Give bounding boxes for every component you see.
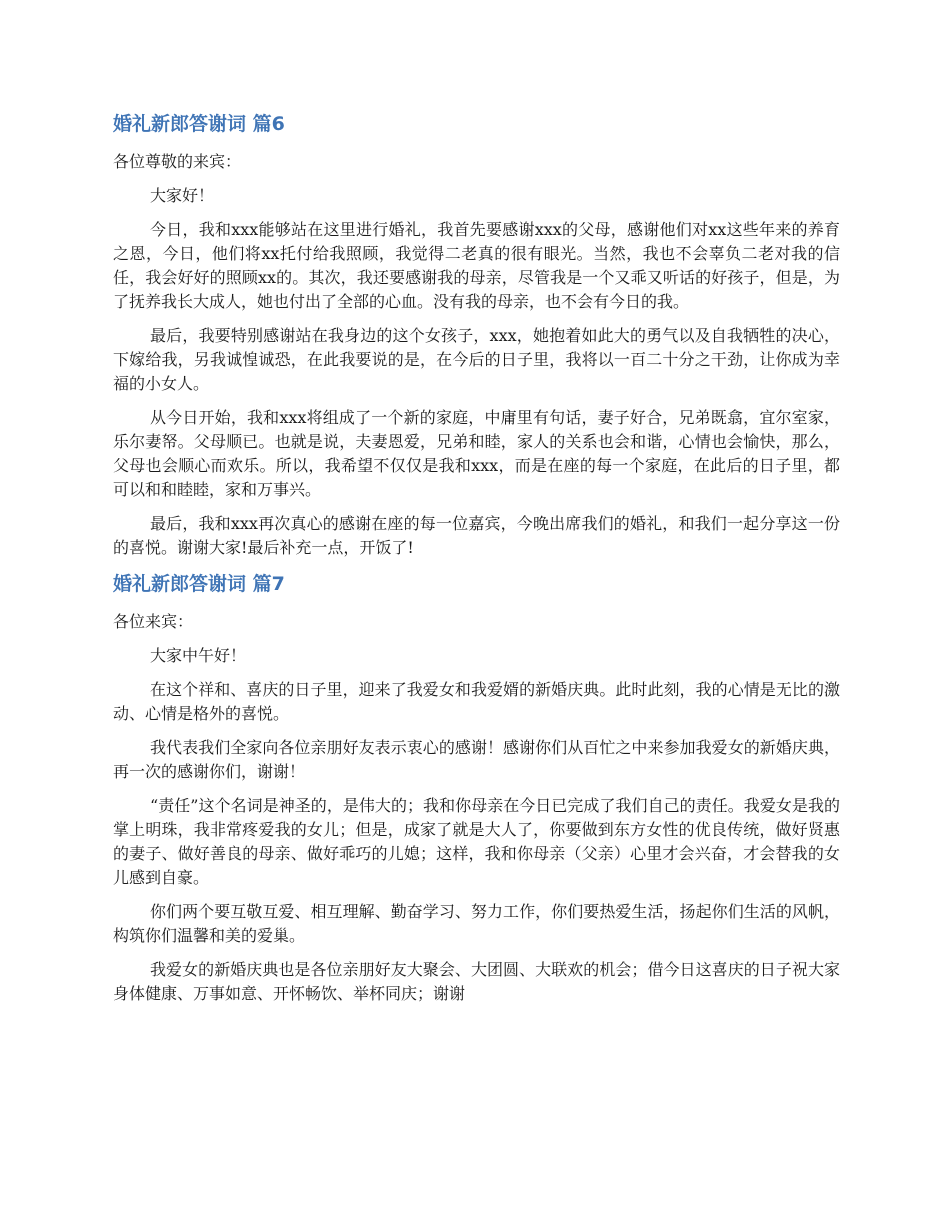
paragraph: 大家中午好！ [150,646,247,665]
paragraph: 我爱女的新婚庆典也是各位亲朋好友大聚会、大团圆、大联欢的机会；借今日这喜庆的日子祝大家身体健康、万事如意、开怀畅饮、举杯同庆；谢谢 [113,960,840,1003]
section-heading: 婚礼新郎答谢词 篇6 [113,113,285,135]
paragraph: 我代表我们全家向各位亲朋好友表示衷心的感谢！感谢你们从百忙之中来参加我爱女的新婚庆典，再一次的感谢你们，谢谢！ [113,738,840,781]
paragraph: 最后，我和xxx再次真心的感谢在座的每一位嘉宾，今晚出席我们的婚礼，和我们一起分享这一份的喜悦。谢谢大家!最后补充一点，开饭了! [113,514,840,557]
salutation: 各位尊敬的来宾： [113,152,242,171]
paragraph: 今日，我和xxx能够站在这里进行婚礼，我首先要感谢xxx的父母，感谢他们对xx这些年来的养育之恩，今日，他们将xx托付给我照顾，我觉得二老真的很有眼光。当然，我也不会辜负二老对我的信任，我会好好的照顾xx的。其次，我还要感谢我的母亲，尽管我是一个又乖又听话的好孩子，但是，为了抚养我长大成人，她也付出了全部的心血。没有我的母亲，也不会有今日的我。 [113,220,840,311]
section-heading: 婚礼新郎答谢词 篇7 [113,573,285,595]
section-7 [113,570,840,1006]
paragraph: “责任”这个名词是神圣的，是伟大的；我和你母亲在今日已完成了我们自己的责任。我爱女是我的掌上明珠，我非常疼爱我的女儿；但是，成家了就是大人了，你要做到东方女性的优良传统，做好贤惠的妻子、做好善良的母亲、做好乖巧的儿媳；这样，我和你母亲（父亲）心里才会兴奋，才会替我的女儿感到自豪。 [113,796,840,887]
document-page [113,110,840,1016]
paragraph: 从今日开始，我和xxx将组成了一个新的家庭，中庸里有句话，妻子好合，兄弟既翕，宜尔室家，乐尔妻帑。父母顺已。也就是说，夫妻恩爱，兄弟和睦，家人的关系也会和谐，心情也会愉快，那么，父母也会顺心而欢乐。所以，我希望不仅仅是我和xxx，而是在座的每一个家庭，在此后的日子里，都可以和和睦睦，家和万事兴。 [113,408,840,499]
paragraph: 你们两个要互敬互爱、相互理解、勤奋学习、努力工作，你们要热爱生活，扬起你们生活的风帆，构筑你们温馨和美的爱巢。 [113,902,840,945]
salutation: 各位来宾： [113,612,194,631]
paragraph: 最后，我要特别感谢站在我身边的这个女孩子，xxx，她抱着如此大的勇气以及自我牺牲的决心，下嫁给我，另我诚惶诚恐，在此我要说的是，在今后的日子里，我将以一百二十分之干劲，让你成为幸福的小女人。 [113,326,840,393]
section-6 [113,110,840,560]
paragraph: 大家好！ [150,186,215,205]
paragraph: 在这个祥和、喜庆的日子里，迎来了我爱女和我爱婿的新婚庆典。此时此刻，我的心情是无比的激动、心情是格外的喜悦。 [113,680,840,723]
